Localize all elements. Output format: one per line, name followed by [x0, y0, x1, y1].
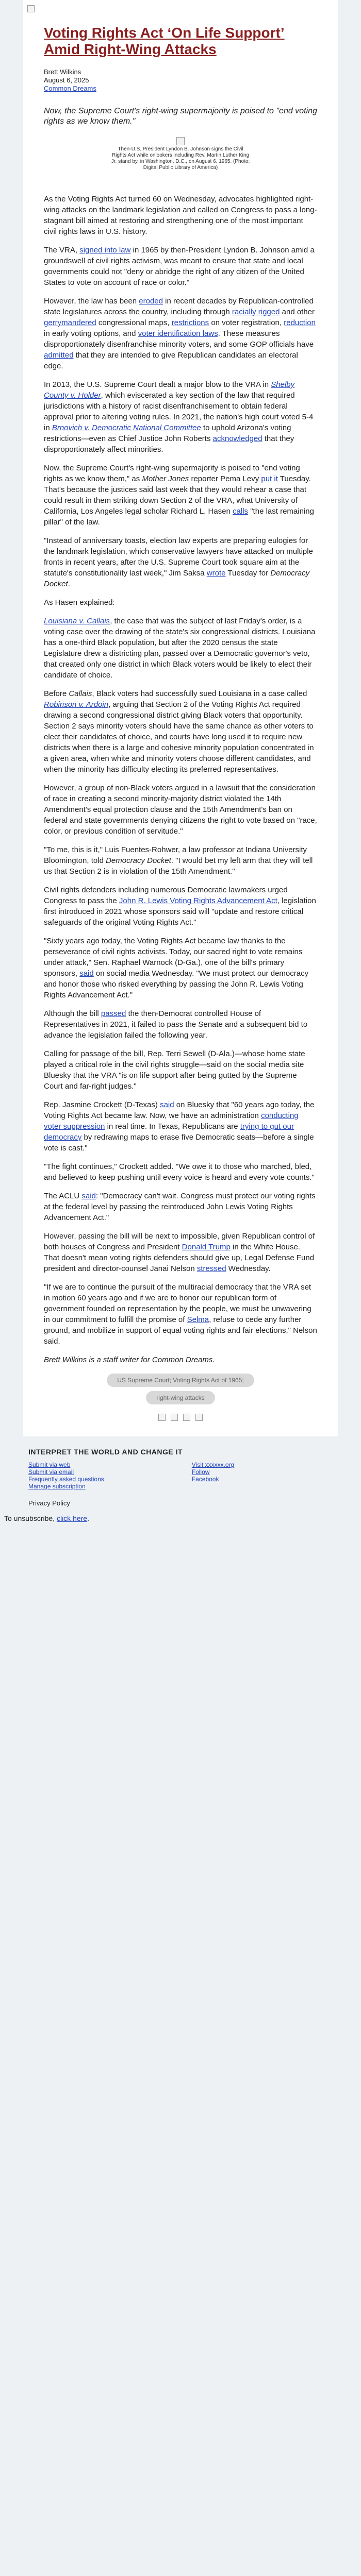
paragraph: In 2013, the U.S. Supreme Court dealt a major blow to the VRA in Shelby County v. Holder, which eviscerated a key section of the law that required jurisdictions with a history of racist disenfranchisement to obtain federal approval prior to altering voting rules. In 2021, the nation's high court voted 5-4 in Brnovich v. Democratic National Committee to uphold Arizona's voting restrictions—even as Chief Justice John Roberts acknowledged that they disproportionately affect minorities.: [44, 380, 314, 454]
author: Brett Wilkins: [44, 68, 81, 76]
inline-link[interactable]: said: [79, 969, 94, 978]
footer-right-links: [192, 1461, 234, 1490]
paragraph: Now, the Supreme Court's right-wing supermajority is poised to "end voting rights as we know them," as Mother Jones reporter Pema Levy put it Tuesday. That's because the justices said last week that they would rehear a case that could result in them striking down Section 2 of the VRA, what University of California, Los Angeles legal scholar Richard L. Hasen calls "the last remaining pillar" of the law.: [44, 464, 314, 527]
paragraph: However, a group of non-Black voters argued in a lawsuit that the consideration of race in creating a second minority-majority district violated the 14th Amendment's equal protection clause and the 15th Amendment's ban on federal and state governments denying citizens the right to vote based on "race, color, or previous condition of servitude.": [44, 784, 317, 836]
footer-link[interactable]: Visit xxxxxx.org: [191, 1461, 235, 1468]
inline-link[interactable]: Shelby County v. Holder: [44, 380, 295, 400]
inline-link[interactable]: voter identification laws: [138, 329, 218, 338]
inline-link[interactable]: trying to gut our democracy: [44, 1122, 294, 1142]
inline-link[interactable]: Selma: [187, 1315, 209, 1324]
inline-link[interactable]: acknowledged: [212, 434, 262, 443]
footer-link[interactable]: Follow: [191, 1468, 210, 1476]
inline-link[interactable]: eroded: [139, 297, 163, 306]
inline-link[interactable]: gerrymandered: [44, 318, 96, 327]
footer-link[interactable]: Facebook: [191, 1476, 219, 1483]
broken-image-icon: [27, 5, 35, 12]
paragraph: As Hasen explained:: [44, 598, 115, 607]
paragraph: Before Callais, Black voters had successfully sued Louisiana in a case called Robinson v. Ardoin, arguing that Section 2 of the Voting Rights Act required drawing a second congressional district giving Black voters that opportunity. Section 2 says minority voters should have the same chance as other voters to elect their candidates of choice, and courts have long used it to require new districts when there is a large and cohesive minority population concentrated in a given area, when white and minority voters choose different candidates, and when the minority has difficulty electing its preferred representatives.: [44, 689, 314, 774]
inline-link[interactable]: Brnovich v. Democratic National Committee: [52, 423, 201, 432]
photo-caption: Then-U.S. President Lyndon B. Johnson signs the Civil Rights Act while onlookers including Rev. Martin Luther King Jr. stand by, in Washington, D.C., on August 6, 1965. (Photo: Digital Public Library of America): [111, 146, 250, 171]
article-meta: [44, 68, 317, 93]
footer-link[interactable]: Submit via email: [28, 1468, 74, 1476]
inline-link[interactable]: racially rigged: [232, 308, 280, 316]
print-icon[interactable]: [195, 1414, 203, 1421]
footer-link[interactable]: Submit via web: [28, 1461, 71, 1468]
source-link[interactable]: Common Dreams: [44, 84, 96, 92]
author-signature: Brett Wilkins is a staff writer for Common Dreams.: [44, 1355, 215, 1364]
tag-list: [44, 1374, 317, 1409]
paragraph: "Instead of anniversary toasts, election law experts are preparing eulogies for the landmark legislation, which conservative lawyers have attacked on multiple fronts in recent years, after the U.S. Supreme Court took square aim at the statute's constitutionality last week," Jim Saksa wrote Tuesday for Democracy Docket.: [44, 536, 313, 588]
footer-link[interactable]: Manage subscription: [28, 1483, 86, 1490]
paragraph: The ACLU said: "Democracy can't wait. Congress must protect our voting rights at the federal level by passing the reintroduced John Lewis Voting Rights Advancement Act.": [44, 1192, 316, 1222]
footer: [23, 1436, 338, 1507]
article-title[interactable]: Voting Rights Act ‘On Life Support’ Amid Right-Wing Attacks: [44, 25, 285, 57]
date: August 6, 2025: [44, 76, 89, 84]
inline-link[interactable]: Donald Trump: [182, 1243, 231, 1251]
paragraph: Calling for passage of the bill, Rep. Terri Sewell (D-Ala.)—whose home state played a critical role in the civil rights struggle—said on the social media site Bluesky that the VRA "is on life support after being gutted by the Supreme Court and far-right judges.": [44, 1049, 305, 1091]
inline-link[interactable]: conducting voter suppression: [44, 1111, 299, 1131]
tag[interactable]: US Supreme Court; Voting Rights Act of 1965;: [107, 1374, 254, 1387]
paragraph: "To me, this is it," Luis Fuentes-Rohwer, a law professor at Indiana University Bloomington, told Democracy Docket. "I would bet my left arm that they will tell us that Section 2 is in violation of the 15th Amendment.": [44, 845, 313, 876]
inline-link[interactable]: calls: [233, 507, 249, 516]
lede: Now, the Supreme Court's right-wing supermajority is poised to "end voting rights as we know them.": [44, 107, 317, 126]
inline-link[interactable]: Robinson v. Ardoin: [44, 700, 109, 709]
unsubscribe-link[interactable]: click here: [56, 1514, 88, 1522]
inline-link[interactable]: said: [81, 1192, 96, 1200]
unsubscribe-line: To unsubscribe, click here.: [4, 1514, 89, 1522]
paragraph: As the Voting Rights Act turned 60 on Wednesday, advocates highlighted right-wing attacks on the landmark legislation and called on Congress to pass a long-stagnant bill aimed at restoring and strengthening one of the most important civil rights laws in U.S. history.: [44, 195, 317, 236]
inline-link[interactable]: wrote: [206, 569, 226, 578]
email-icon[interactable]: [183, 1414, 190, 1421]
article-card: [23, 0, 338, 1436]
inline-link[interactable]: John R. Lewis Voting Rights Advancement Act: [119, 896, 277, 905]
inline-link[interactable]: reduction: [284, 318, 316, 327]
inline-link[interactable]: said: [160, 1100, 174, 1109]
facebook-icon[interactable]: [158, 1414, 166, 1421]
paragraph: However, passing the bill will be next to impossible, given Republican control of both houses of Congress and President Donald Trump in the White House. That doesn't mean voting rights defenders should give up, Legal Defense Fund president and director-counsel Janai Nelson stressed Wednesday.: [44, 1232, 315, 1273]
paragraph: "Sixty years ago today, the Voting Rights Act became law thanks to the perseverance of civil rights activists. Today, our sacred right to vote remains under attack," Sen. Raphael Warnock (D-Ga.), one of the bill's primary sponsors, said on social media Wednesday. "We must protect our democracy and honor those who risked everything by passing the John R. Lewis Voting Rights Advancement Act.": [44, 937, 309, 999]
paragraph: "If we are to continue the pursuit of the multiracial democracy that the VRA set in motion 60 years ago and if we are to honor our republican form of government founded on representation by the people, we must be unwavering in our commitment to fulfill the promise of Selma, refuse to cede any further ground, and mobilize in support of equal voting rights and fair elections," Nelson said.: [44, 1283, 317, 1346]
photo-image-icon: [176, 137, 185, 145]
inline-link[interactable]: Louisiana v. Callais: [44, 617, 110, 625]
paragraph: Although the bill passed the then-Democrat controlled House of Representatives in 2021, it failed to pass the Senate and a subsequent bid to advance the legislation failed the following year.: [44, 1009, 308, 1040]
tag[interactable]: right-wing attacks: [146, 1391, 215, 1404]
paragraph: Louisiana v. Callais, the case that was the subject of last Friday's order, is a voting case over the drawing of the state's six congressional districts. Louisiana has a one-third Black population, but after the 2020 census the state Legislature drew a districting plan, passed over a Democratic governor's veto, that created only one district in which Black voters would be likely to elect their candidate of choice.: [44, 617, 316, 680]
inline-link[interactable]: put it: [261, 474, 278, 483]
share-bar: [44, 1414, 317, 1421]
paragraph: Civil rights defenders including numerous Democratic lawmakers urged Congress to pass the John R. Lewis Voting Rights Advancement Act, legislation first introduced in 2021 whose sponsors said will "update and restore critical safeguards of the original Voting Rights Act.": [44, 886, 316, 927]
inline-link[interactable]: admitted: [44, 351, 74, 360]
inline-link[interactable]: restrictions: [171, 318, 209, 327]
inline-link[interactable]: signed into law: [79, 246, 131, 255]
privacy-policy-link[interactable]: Privacy Policy: [28, 1499, 70, 1507]
twitter-icon[interactable]: [171, 1414, 178, 1421]
paragraph: "The fight continues," Crockett added. "We owe it to those who marched, bled, and believed to keep pushing until every voice is heard and every vote counts.": [44, 1162, 315, 1182]
footer-heading: INTERPRET THE WORLD AND CHANGE IT: [28, 1448, 183, 1456]
footer-link[interactable]: Frequently asked questions: [28, 1476, 104, 1483]
inline-link[interactable]: passed: [101, 1009, 126, 1018]
paragraph: Rep. Jasmine Crockett (D-Texas) said on Bluesky that "60 years ago today, the Voting Rights Act became law. Now, we have an administration conducting voter suppression in real time. In Texas, Republicans are trying to gut our democracy by redrawing maps to erase five Democratic seats—before a single vote is cast.": [44, 1100, 315, 1153]
figure: [44, 137, 317, 171]
footer-left-links: [28, 1461, 104, 1490]
paragraph: The VRA, signed into law in 1965 by then-President Lyndon B. Johnson amid a groundswell of civil rights activism, was meant to ensure that state and local governments could not "deny or abridge the right of any citizen of the United States to vote on account of race or color.": [44, 246, 315, 287]
paragraph: However, the law has been eroded in recent decades by Republican-controlled state legislatures across the country, including through racially rigged and other gerrymandered congressional maps, restrictions on voter registration, reduction in early voting options, and voter identification laws. These measures disproportionately disenfranchise minority voters, and some GOP officials have admitted that they are intended to give Republican candidates an electoral edge.: [44, 297, 316, 370]
inline-link[interactable]: stressed: [196, 1264, 226, 1273]
